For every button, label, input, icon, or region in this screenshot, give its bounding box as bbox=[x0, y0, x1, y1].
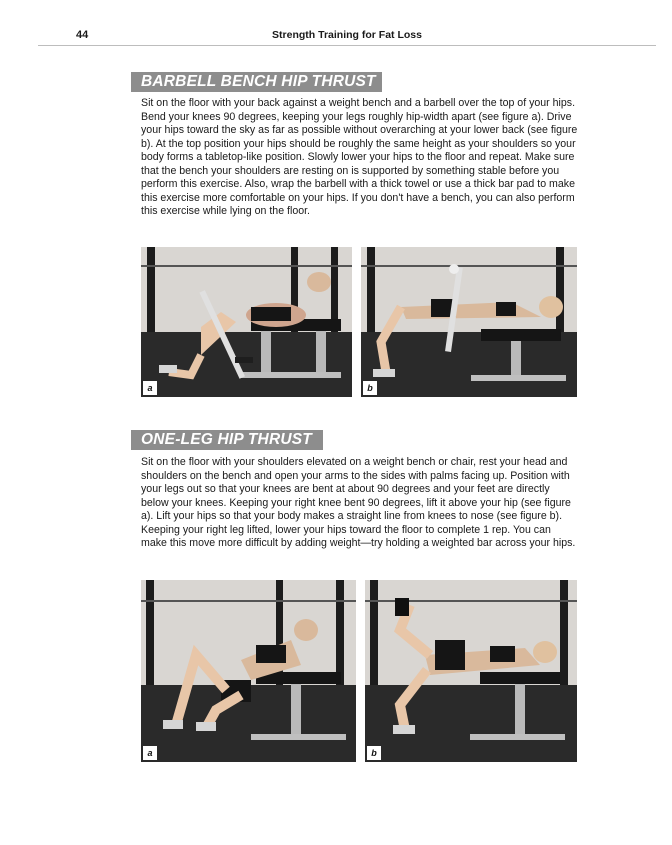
section-body-one-leg-hip-thrust: Sit on the floor with your shoulders elevated on a weight bench or chair, rest your head and shoulders on the bench and open your arms to the sides with palms facing up. Position with your legs out so that your knees are bent at about 90 degrees and your feet are directly below your knees. Keeping your right knee bent 90 degrees, lift it above your hip (see figure a). Lift your hips so that your body makes a straight line from knees to nose (see figure b). Keeping your right leg lifted, lower your hips toward the floor to complete 1 rep. You can make this move more difficult by adding weight—try holding a weighted bar across your hips. bbox=[141, 456, 576, 549]
photo-barbell-hip-thrust-a bbox=[141, 247, 352, 397]
figure-label: a bbox=[143, 381, 157, 395]
photo-one-leg-hip-thrust-a bbox=[141, 580, 356, 762]
page-header bbox=[38, 26, 656, 46]
section-body-barbell-bench-hip-thrust: Sit on the floor with your back against a weight bench and a barbell over the top of your hips. Bend your knees 90 degrees, keeping your legs roughly hip-width apart (see figure a). Drive your hips toward the sky as far as possible without overarching at your lower back (see figure b). At the top position your hips should be roughly the same height as your shoulders so your body forms a tabletop-like position. Slowly lower your hips to the floor and repeat. Make sure that the bench your shoulders are resting on is supported by something stable before you perform this exercise. Also, wrap the barbell with a thick towel or use a thick bar pad to make this exercise more comfortable on your hips. If you don't have a bench, you can also perform this exercise while lying on the floor. bbox=[141, 97, 578, 217]
section-heading-one-leg-hip-thrust: ONE-LEG HIP THRUST bbox=[131, 430, 323, 450]
running-title: Strength Training for Fat Loss bbox=[272, 29, 422, 41]
figure-label: b bbox=[367, 746, 381, 760]
figure-label: b bbox=[363, 381, 377, 395]
page-number: 44 bbox=[76, 29, 89, 41]
figure-label: a bbox=[143, 746, 157, 760]
section-heading-barbell-bench-hip-thrust: BARBELL BENCH HIP THRUST bbox=[131, 72, 382, 92]
photo-one-leg-hip-thrust-b bbox=[365, 580, 577, 762]
photo-barbell-hip-thrust-b bbox=[361, 247, 577, 397]
